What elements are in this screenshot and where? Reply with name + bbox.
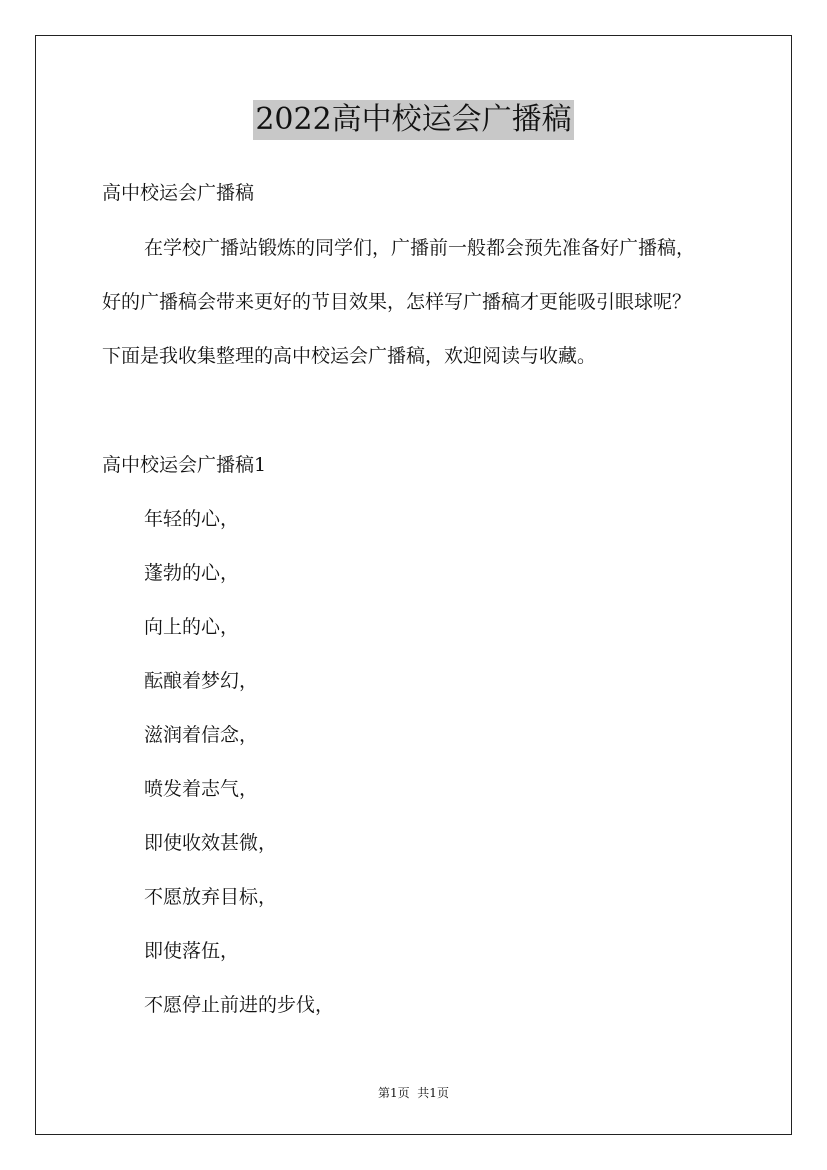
intro-line-3[interactable]: 下面是我收集整理的高中校运会广播稿，欢迎阅读与收藏。 [102,345,597,367]
page-number: 第1页 共1页 [378,1086,449,1100]
document-subtitle[interactable]: 高中校运会广播稿 [102,182,255,204]
section-heading[interactable]: 高中校运会广播稿1 [102,454,267,476]
page-footer [0,1085,827,1101]
poem-line[interactable]: 即使收效甚微， [144,832,278,854]
intro-line-1[interactable]: 在学校广播站锻炼的同学们，广播前一般都会预先准备好广播稿， [144,237,696,259]
title-container [0,100,827,140]
poem-line[interactable]: 蓬勃的心， [144,562,240,584]
poem-line[interactable]: 向上的心， [144,616,240,638]
poem-line[interactable]: 不愿放弃目标， [144,886,278,908]
poem-line[interactable]: 不愿停止前进的步伐， [144,994,335,1016]
poem-line[interactable]: 即使落伍， [144,940,240,962]
poem-line[interactable]: 滋润着信念， [144,724,259,746]
poem-line[interactable]: 喷发着志气， [144,778,259,800]
document-title[interactable]: 2022高中校运会广播稿 [253,100,573,140]
poem-line[interactable]: 酝酿着梦幻， [144,670,259,692]
intro-line-2[interactable]: 好的广播稿会带来更好的节目效果，怎样写广播稿才更能吸引眼球呢？ [102,291,692,313]
poem-line[interactable]: 年轻的心， [144,508,240,530]
